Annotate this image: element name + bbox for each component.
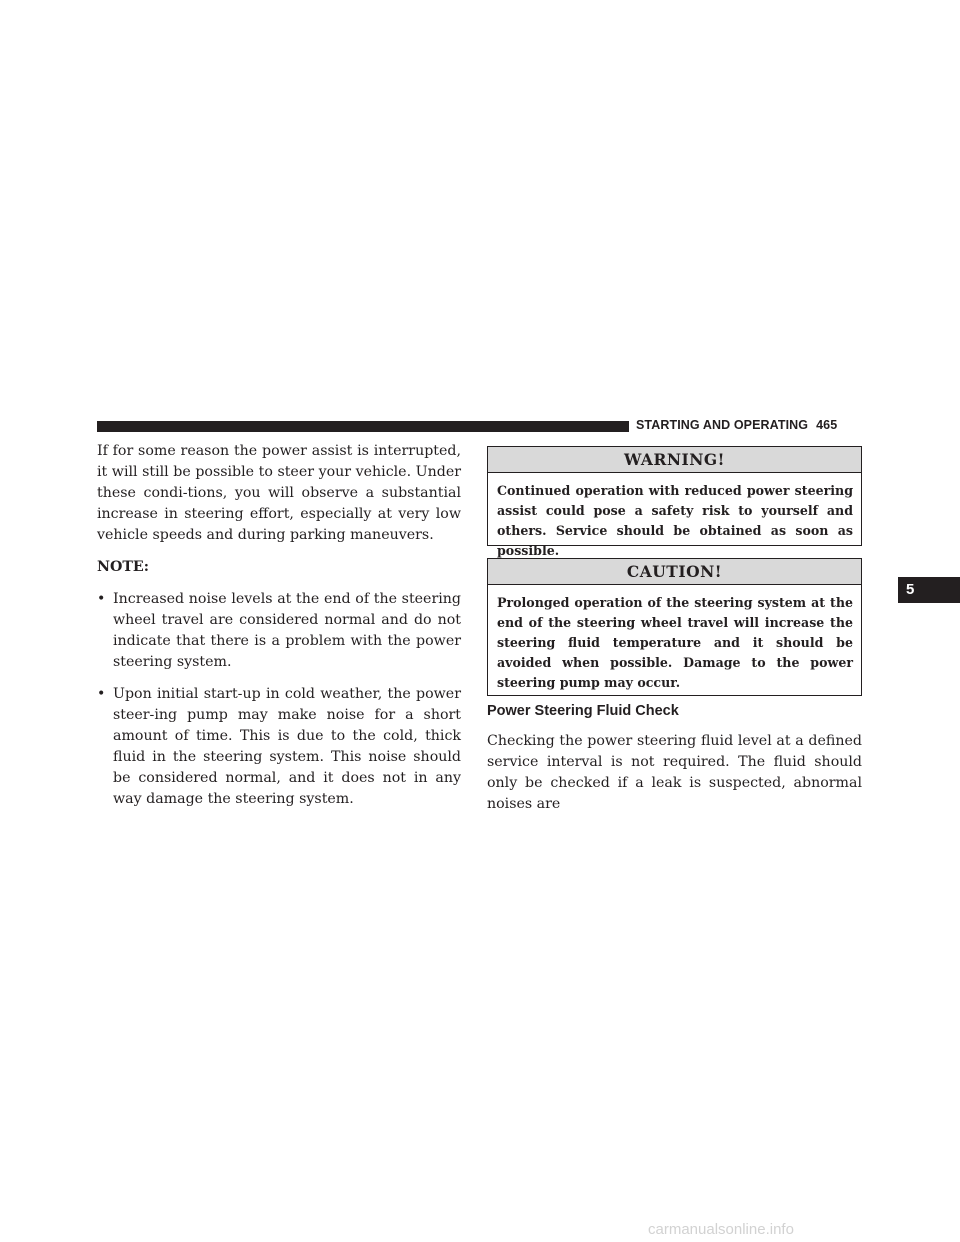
header-rule <box>97 421 629 432</box>
intro-paragraph: If for some reason the power assist is interrupted, it will still be possible to steer your vehicle. Under these condi-tions, you will observe a substantial increase in steering effort, especially at very low vehicle speeds and during parking maneuvers. <box>97 443 461 543</box>
note-label: NOTE: <box>97 559 149 575</box>
chapter-tab: 5 <box>898 577 960 603</box>
caution-text: Prolonged operation of the steering system at the end of the steering wheel travel will increase the steering fluid temperature and it should be avoided when possible. Damage to the power steering pump may occur. <box>497 595 853 690</box>
left-column <box>97 441 461 810</box>
caution-box <box>487 558 862 696</box>
warning-box <box>487 446 862 558</box>
bullet-text: Increased noise levels at the end of the steering wheel travel are considered normal and do not indicate that there is a problem with the power steering system. <box>113 591 461 670</box>
caution-title: CAUTION! <box>488 559 861 585</box>
warning-title: WARNING! <box>488 447 861 473</box>
fluid-check-paragraph: Checking the power steering fluid level at a defined service interval is not required. The fluid should only be checked if a leak is suspected, abnormal noises are <box>487 733 862 812</box>
bullet-text: Upon initial start-up in cold weather, the power steer-ing pump may make noise for a short amount of time. This is due to the cold, thick fluid in the steering system. This noise should be considered normal, and it does not in any way damage the steering system. <box>113 686 461 807</box>
warning-text: Continued operation with reduced power steering assist could pose a safety risk to yourself and others. Service should be obtained as soon as possible. <box>497 483 853 558</box>
note-bullet-2 <box>97 684 461 810</box>
bullet-dot: • <box>97 591 106 607</box>
section-title: STARTING AND OPERATING <box>636 418 809 432</box>
bullet-dot: • <box>97 686 106 702</box>
note-bullet-1 <box>97 589 461 673</box>
watermark: carmanualsonline.info <box>648 1221 794 1238</box>
page-number: 465 <box>816 418 838 432</box>
fluid-check-heading: Power Steering Fluid Check <box>487 703 679 719</box>
running-header <box>636 418 866 432</box>
